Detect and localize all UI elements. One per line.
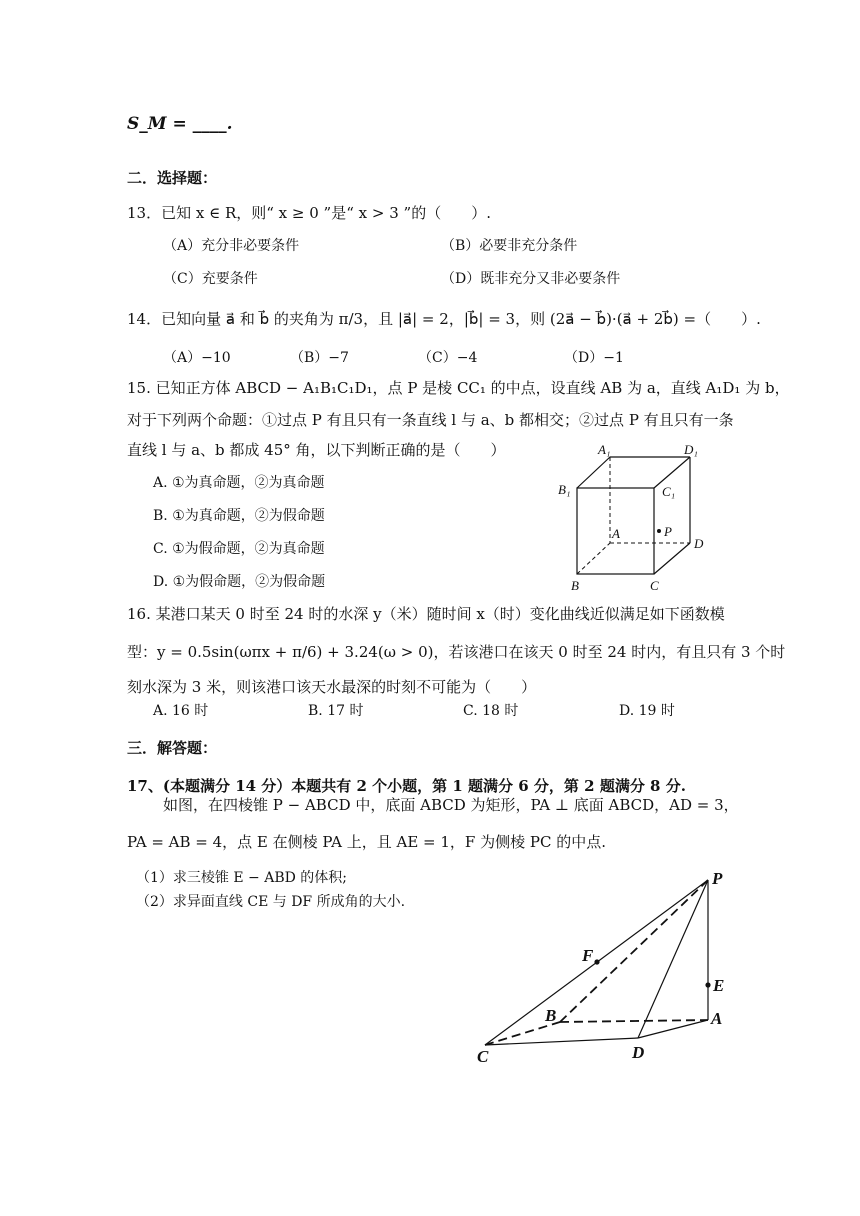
q14-option-c: （C）−4 [418, 350, 478, 366]
cube-label-c1: C₁ [662, 484, 676, 499]
cube-point-p [657, 529, 661, 533]
cube-edge-cd [654, 543, 690, 574]
q16-line1: 16. 某港口某天 0 时至 24 时的水深 y（米）随时间 x（时）变化曲线近似满足如下函数模 [127, 605, 725, 623]
q14-option-d: （D）−1 [564, 350, 624, 366]
q16-option-d: D. 19 时 [619, 703, 675, 719]
pyramid-label-d: D [632, 1043, 645, 1062]
q14-option-b: （B）−7 [290, 350, 349, 366]
pyramid-edge-pd [638, 880, 708, 1038]
q15-option-c: C. ①为假命题，②为真命题 [153, 541, 325, 557]
cube-figure [555, 438, 715, 594]
cube-label-p: P [664, 524, 672, 539]
q13-stem: 13．已知 x ∈ R，则“ x ≥ 0 ”是“ x > 3 ”的（ ）. [127, 204, 491, 222]
pyramid-label-b: B [545, 1006, 557, 1025]
pyramid-label-e: E [713, 976, 725, 995]
q13-option-b: （B）必要非充分条件 [441, 238, 578, 254]
cube-label-b1: B₁ [558, 482, 571, 497]
q14-stem: 14．已知向量 a⃗ 和 b⃗ 的夹角为 π/3，且 |a⃗| = 2，|b⃗| = 3，则 (2a⃗ − b⃗)·(a⃗ + 2b⃗) =（ ）. [127, 310, 761, 328]
section-title-answer: 三．解答题： [127, 739, 218, 757]
q16-option-c: C. 18 时 [463, 703, 519, 719]
pyramid-point-f [594, 959, 599, 964]
pyramid-label-c: C [477, 1047, 489, 1066]
pyramid-point-e [705, 982, 710, 987]
q17-part2: （2）求异面直线 CE 与 DF 所成角的大小. [136, 894, 406, 910]
cube-hidden-edge-ba [577, 543, 610, 574]
cube-label-d: D [694, 536, 704, 551]
q15-option-d: D. ①为假命题，②为假命题 [153, 574, 326, 590]
pyramid-label-f: F [582, 946, 594, 965]
q17-line2: PA = AB = 4，点 E 在侧棱 PA 上，且 AE = 1，F 为侧棱 PC 的中点. [127, 833, 606, 851]
q16-line2: 型：y = 0.5sin(ωπx + π/6) + 3.24(ω > 0)，若该港口在该天 0 时至 24 时内，有且只有 3 个时 [127, 643, 786, 661]
cube-label-a1: A₁ [598, 442, 611, 457]
q14-option-a: （A）−10 [163, 350, 231, 366]
q17-line1: 如图，在四棱锥 P − ABCD 中，底面 ABCD 为矩形，PA ⊥ 底面 ABCD，AD = 3， [163, 796, 739, 814]
q13-option-d: （D）既非充分又非必要条件 [441, 271, 621, 287]
cube-label-d1: D₁ [684, 442, 698, 457]
q15-line1: 15. 已知正方体 ABCD − A₁B₁C₁D₁，点 P 是棱 CC₁ 的中点，设直线 AB 为 a，直线 A₁D₁ 为 b， [127, 379, 790, 397]
q17-header: 17、(本题满分 14 分）本题共有 2 个小题，第 1 题满分 6 分，第 2 题满分 8 分. [127, 777, 686, 795]
pyramid-label-a: A [711, 1009, 723, 1028]
q15-option-b: B. ①为真命题，②为假命题 [153, 508, 325, 524]
q16-option-b: B. 17 时 [308, 703, 364, 719]
top-fill-blank: S_M = ____. [127, 114, 233, 134]
q15-line2: 对于下列两个命题：①过点 P 有且只有一条直线 l 与 a、b 都相交；②过点 P 有且只有一条 [127, 411, 734, 429]
q13-option-a: （A）充分非必要条件 [163, 238, 300, 254]
q16-line3: 刻水深为 3 米，则该港口该天水最深的时刻不可能为（ ） [127, 678, 537, 696]
q17-part1: （1）求三棱锥 E − ABD 的体积; [136, 870, 347, 886]
q16-option-a: A. 16 时 [153, 703, 209, 719]
pyramid-hidden-edge-ba [560, 1020, 708, 1022]
section-title-choice: 二．选择题： [127, 169, 218, 187]
pyramid-edge-da [638, 1020, 708, 1038]
q15-option-a: A. ①为真命题，②为真命题 [153, 475, 325, 491]
cube-label-c: C [650, 578, 659, 593]
cube-edge-b1a1 [577, 457, 610, 488]
pyramid-label-p: P [712, 869, 723, 888]
pyramid-figure [470, 860, 740, 1070]
q15-line3: 直线 l 与 a、b 都成 45° 角，以下判断正确的是（ ） [127, 441, 506, 459]
cube-label-a: A [612, 526, 620, 541]
pyramid-edge-cd [485, 1038, 638, 1045]
q13-option-c: （C）充要条件 [163, 271, 258, 287]
cube-label-b: B [571, 578, 579, 593]
